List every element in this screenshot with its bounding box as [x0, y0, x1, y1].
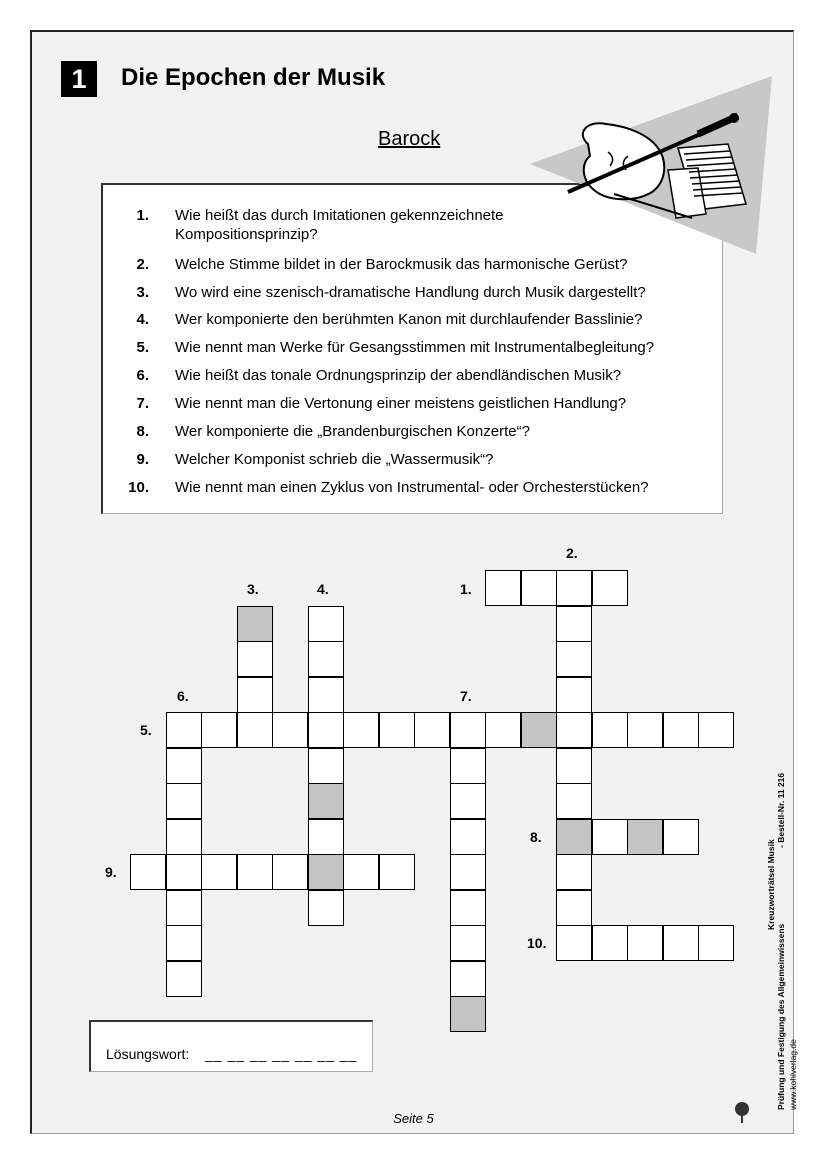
crossword-cell[interactable]: [379, 854, 415, 890]
clue-label-1: 1.: [460, 581, 472, 597]
crossword-cell[interactable]: [450, 819, 486, 855]
crossword-cell[interactable]: [308, 606, 344, 642]
crossword-cell[interactable]: [308, 712, 344, 748]
crossword-cell[interactable]: [166, 961, 202, 997]
crossword-cell[interactable]: [308, 890, 344, 926]
crossword-cell[interactable]: [308, 783, 344, 819]
crossword-cell[interactable]: [308, 641, 344, 677]
clue-label-4: 4.: [317, 581, 329, 597]
crossword-cell[interactable]: [343, 854, 379, 890]
crossword-cell[interactable]: [556, 748, 592, 784]
crossword-cell[interactable]: [237, 606, 273, 642]
crossword-cell[interactable]: [450, 996, 486, 1032]
crossword-cell[interactable]: [308, 854, 344, 890]
crossword-cell[interactable]: [308, 677, 344, 713]
worksheet-number: 1: [61, 61, 97, 97]
crossword-cell[interactable]: [698, 925, 734, 961]
crossword-cell[interactable]: [166, 783, 202, 819]
crossword-cell[interactable]: [272, 712, 308, 748]
questions-box: 1. Wie heißt das durch Imitationen gekennzeichnete Kompositionsprinzip? 2. Welche Stimme bildet in der Barockmusik das harmonische Gerüst? 3. Wo wird eine szenisch-dramatische Handlung durch Musik dargestellt? 4. Wer komponierte den berühmten Kanon mit durchlaufender Basslinie? 5. Wie nennt man Werke für Gesangsstimmen mit Instrumentalbegleitung? 6. Wie heißt das tonale Ordnungsprinzip der abendländischen Musik? 7. Wie nennt man die Vertonung einer meistens geistlichen Handlung? 8. Wer komponierte die „Brandenburgischen Konzerte“? 9. Welcher Komponist schrieb die „Wassermusik“? 10. Wie nennt man einen Zyklus von Instrumental- oder Orchesterstücken?: [101, 183, 723, 514]
crossword-cell[interactable]: [556, 570, 592, 606]
crossword-cell[interactable]: [627, 925, 663, 961]
solution-label: Lösungswort:: [106, 1046, 190, 1062]
crossword-cell[interactable]: [556, 854, 592, 890]
crossword-cell[interactable]: [308, 748, 344, 784]
solution-blanks[interactable]: __ __ __ __ __ __ __: [205, 1046, 358, 1062]
crossword-cell[interactable]: [450, 854, 486, 890]
crossword-cell[interactable]: [592, 570, 628, 606]
crossword-cell[interactable]: [201, 854, 237, 890]
crossword-cell[interactable]: [627, 712, 663, 748]
crossword-cell[interactable]: [556, 712, 592, 748]
crossword-cell[interactable]: [450, 748, 486, 784]
crossword-cell[interactable]: [450, 961, 486, 997]
crossword-cell[interactable]: [308, 819, 344, 855]
crossword-cell[interactable]: [166, 748, 202, 784]
crossword-cell[interactable]: [450, 783, 486, 819]
crossword-cell[interactable]: [592, 819, 628, 855]
crossword-cell[interactable]: [166, 890, 202, 926]
crossword-cell[interactable]: [698, 712, 734, 748]
page-subtitle: Barock: [378, 128, 441, 150]
clue-label-7: 7.: [460, 688, 472, 704]
crossword-cell[interactable]: [166, 819, 202, 855]
crossword-cell[interactable]: [663, 925, 699, 961]
crossword-cell[interactable]: [521, 712, 557, 748]
crossword-cell[interactable]: [379, 712, 415, 748]
crossword-cell[interactable]: [450, 890, 486, 926]
crossword-cell[interactable]: [237, 677, 273, 713]
crossword-cell[interactable]: [166, 712, 202, 748]
violin-illustration: [528, 74, 772, 254]
crossword-cell[interactable]: [414, 712, 450, 748]
publisher-logo: [732, 1095, 762, 1125]
crossword-cell[interactable]: [556, 641, 592, 677]
crossword-cell[interactable]: [592, 712, 628, 748]
crossword-cell[interactable]: [485, 570, 521, 606]
crossword-cell[interactable]: [272, 854, 308, 890]
page-title: Die Epochen der Musik: [121, 64, 386, 91]
crossword-cell[interactable]: [237, 641, 273, 677]
clue-label-2: 2.: [566, 545, 578, 561]
crossword-cell[interactable]: [663, 712, 699, 748]
crossword-cell[interactable]: [237, 712, 273, 748]
crossword-cell[interactable]: [166, 854, 202, 890]
crossword-cell[interactable]: [450, 925, 486, 961]
crossword-cell[interactable]: [201, 712, 237, 748]
page-number: Seite 5: [393, 1111, 434, 1126]
crossword-cell[interactable]: [627, 819, 663, 855]
solution-word-box: [89, 1020, 373, 1072]
crossword-cell[interactable]: [521, 570, 557, 606]
crossword-cell[interactable]: [556, 783, 592, 819]
crossword-cell[interactable]: [556, 819, 592, 855]
crossword-cell[interactable]: [663, 819, 699, 855]
crossword-cell[interactable]: [237, 854, 273, 890]
crossword-cell[interactable]: [450, 712, 486, 748]
crossword-cell[interactable]: [556, 925, 592, 961]
crossword-cell[interactable]: [556, 677, 592, 713]
clue-label-10: 10.: [527, 935, 547, 951]
clue-label-3: 3.: [247, 581, 259, 597]
crossword-cell[interactable]: [592, 925, 628, 961]
clue-label-9: 9.: [105, 864, 117, 880]
crossword-cell[interactable]: [485, 712, 521, 748]
clue-label-8: 8.: [530, 829, 542, 845]
crossword-cell[interactable]: [343, 712, 379, 748]
crossword-cell[interactable]: [556, 890, 592, 926]
crossword-cell[interactable]: [556, 606, 592, 642]
crossword-cell[interactable]: [166, 925, 202, 961]
clue-label-6: 6.: [177, 688, 189, 704]
crossword-cell[interactable]: [130, 854, 166, 890]
clue-label-5: 5.: [140, 722, 152, 738]
